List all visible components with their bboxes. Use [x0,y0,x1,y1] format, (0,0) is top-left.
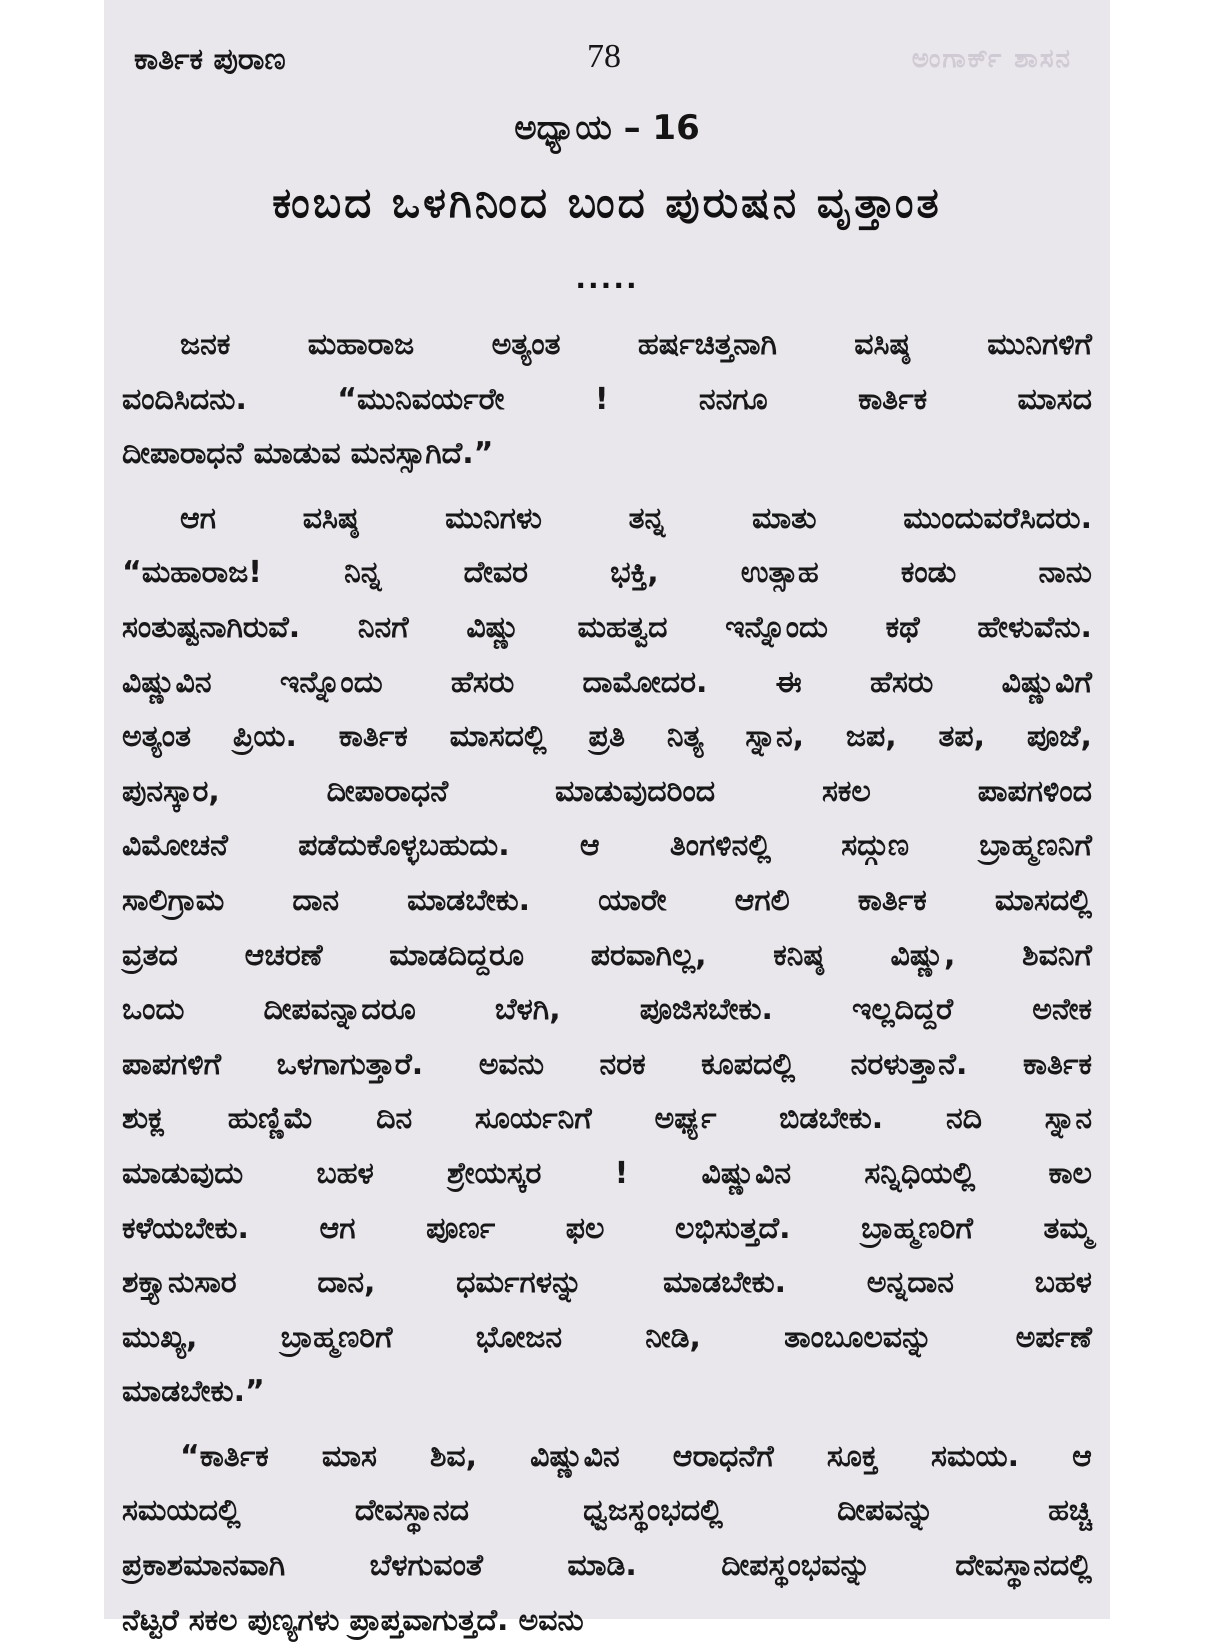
text-line [122,1594,1092,1648]
word: ಕನಿಷ್ಠ [773,937,824,973]
word: ಹೆಸರು [450,664,515,700]
word: ಪೂಜಿಸಬೇಕು. [639,992,773,1028]
word: ಆರಾಧನೆಗೆ [672,1438,774,1474]
word: ಸನ್ನಿಧಿಯಲ್ಲಿ [864,1155,976,1191]
word: ಹೇಳುವೆನು. [977,609,1092,645]
word: ಮುಂದುವರೆಸಿದರು. [903,500,1092,536]
word: ದಾನ [292,882,340,918]
word: “ಕಾರ್ತಿಕ [180,1438,269,1474]
text-line [122,1147,1092,1202]
word: ಬೆಳಗಿ, [494,992,561,1028]
word: ವ್ರತದ [122,937,178,973]
word: ಆಗ [319,1210,356,1246]
word: ಶಿವ, [429,1438,478,1474]
word: ವಸಿಷ್ಠ [854,327,910,362]
text-line [122,929,1092,984]
word: ಸ್ನಾನ [1044,1101,1092,1137]
word: ಸಮಯ. [931,1438,1020,1474]
word: ಮುನಿಗಳು [445,500,542,536]
word: ವಿಷ್ಣು, [890,937,956,973]
word: ಅವನು [478,1046,544,1082]
word: ತಪ, [938,719,986,755]
word: ಕಾಲ [1048,1155,1092,1191]
word: ಮಾಸದಲ್ಲಿ [449,719,547,755]
word: ಕಾರ್ತಿಕ [857,882,927,918]
word: ಇಲ್ಲದಿದ್ದರೆ [852,992,954,1028]
word: ಹುಣ್ಣಿಮೆ [227,1101,314,1137]
text-line [122,492,1092,547]
word: ಪುನಸ್ಕಾರ, [122,773,220,809]
word: ಧರ್ಮಗಳನ್ನು [456,1265,583,1301]
word: ಶುಕ್ಲ [122,1101,166,1137]
word: ದೇವರ [463,555,528,591]
word: ಜನಕ [180,327,231,362]
word: ದೀಪವನ್ನಾದರೂ [263,992,416,1028]
chapter-label: ಅಧ್ಯಾಯ – 16 [514,108,700,148]
text-line [122,1256,1092,1311]
word: ಆ [579,828,600,864]
word: ಅನೇಕ [1032,992,1092,1028]
word: ದೀಪಾರಾಧನೆ [122,436,244,472]
text-line [122,1539,1092,1594]
word: ನಿನಗೆ [357,609,409,645]
word: ಸಕಲ [821,773,871,809]
word: ದಾನ, [317,1265,376,1301]
chapter-title: ಕಂಬದ ಒಳಗಿನಿಂದ ಬಂದ ಪುರುಷನ ವೃತ್ತಾಂತ [272,178,942,227]
word: ಶಕ್ತ್ಯಾನುಸಾರ [122,1265,237,1301]
word: ಅರ್ಪಣೆ [1015,1319,1092,1355]
word: ಇನ್ನೊಂದು [279,664,383,700]
word: ಕಳೆಯಬೇಕು. [122,1210,249,1246]
text-line [122,656,1092,711]
word: ಮಾಡಬೇಕು.” [122,1374,265,1410]
word: ಕಂಡು [900,555,957,591]
word: ವಿಷ್ಣುವಿನ [530,1438,620,1474]
word: ಅರ್ಘ್ಯ [654,1101,717,1137]
word: “ಮಹಾರಾಜ! [122,555,262,591]
word: ಪ್ರಾಪ್ತವಾಗುತ್ತದೆ. [349,1602,509,1638]
word: ದೀಪಸ್ಥಂಭವನ್ನು [721,1548,871,1584]
word: ! [594,381,609,417]
word: ಆ [1072,1438,1092,1474]
word: ಅತ್ಯಂತ [491,327,561,362]
word: ಸಾಲಿಗ್ರಾಮ [122,882,225,918]
text-line [122,1311,1092,1366]
word: ದೇವಸ್ಥಾನದ [354,1493,469,1529]
word: ಮಾಡುವುದು [122,1155,244,1191]
text-line [122,819,1092,874]
word: ಪ್ರತಿ [588,719,625,755]
word: ಪರವಾಗಿಲ್ಲ, [590,937,707,973]
word: ವಿಷ್ಣು [466,609,520,645]
word: ತನ್ನ [628,500,666,536]
word: ಪಾಪಗಳಿಗೆ [122,1046,222,1082]
text-line [122,546,1092,601]
text-line [122,1202,1092,1257]
word: ಬಹಳ [1034,1265,1092,1301]
word: ಕಾರ್ತಿಕ [1022,1046,1092,1082]
word: ದೀಪವನ್ನು [837,1493,934,1529]
word: ತಾಂಬೂಲವನ್ನು [784,1319,933,1355]
text-line [122,1092,1092,1147]
word: ವಿಷ್ಣುವಿನ [122,664,212,700]
word: ಬಹಳ [316,1155,374,1191]
text-line [122,1430,1092,1485]
word: ದೀಪಾರಾಧನೆ [326,773,449,809]
word: ಮಾತು [751,500,817,536]
word: ಬ್ರಾಹ್ಮಣನಿಗೆ [979,828,1092,864]
word: ಮಾಸದ [1017,381,1092,417]
word: ನೀಡಿ, [645,1319,701,1355]
word: ಬೆಳಗುವಂತೆ [369,1548,483,1584]
word: ತಮ್ಮ [1043,1210,1092,1246]
running-title: ಕಾರ್ತಿಕ ಪುರಾಣ [134,42,286,77]
word: ನೆಟ್ಟರೆ [122,1602,179,1638]
word: ಪ್ರಕಾಶಮಾನವಾಗಿ [122,1548,286,1584]
word: ಅವನು [518,1602,584,1638]
word: “ಮುನಿವರ್ಯರೇ [337,381,505,417]
word: ನಾನು [1038,555,1092,591]
word: ಹರ್ಷಚಿತ್ತನಾಗಿ [637,327,777,362]
word: ನದಿ [945,1101,983,1137]
text-line [122,373,1092,428]
word: ಪೂಜೆ, [1026,719,1092,755]
word: ನರಳುತ್ತಾನೆ. [850,1046,968,1082]
text-line [122,1365,1092,1420]
word: ಭಕ್ತಿ, [610,555,659,591]
word: ಈ [775,664,802,700]
word: ಸ್ನಾನ, [745,719,805,755]
word: ಯಾರೇ [598,882,667,918]
text-line [122,983,1092,1038]
word: ಉತ್ಸಾಹ [740,555,819,591]
text-line [122,318,1092,373]
word: ನಿತ್ಯ [666,719,704,755]
word: ಮಾಸದಲ್ಲಿ [994,882,1092,918]
word: ಒಳಗಾಗುತ್ತಾರೆ. [276,1046,424,1082]
word: ಫಲ [565,1210,605,1246]
word: ಮುಖ್ಯ, [122,1319,198,1355]
word: ಕಾರ್ತಿಕ [858,381,928,417]
word: ಬಿಡಬೇಕು. [779,1101,884,1137]
word: ಮಾಡಬೇಕು. [663,1265,787,1301]
text-line [122,427,1092,482]
word: ನರಕ [599,1046,646,1082]
text-line [122,1038,1092,1093]
word: ಲಭಿಸುತ್ತದೆ. [675,1210,791,1246]
section-separator: ..... [575,262,639,295]
word: ಕೂಪದಲ್ಲಿ [701,1046,796,1082]
word: ಬ್ರಾಹ್ಮಣರಿಗೆ [280,1319,393,1355]
word: ಪಡೆದುಕೊಳ್ಳಬಹುದು. [298,828,510,864]
word: ಕಥೆ [885,609,920,645]
word: ಕಾರ್ತಿಕ [338,719,408,755]
word: ಹಚ್ಚಿ [1048,1493,1092,1529]
word: ಹೆಸರು [870,664,934,700]
word: ಸಮಯದಲ್ಲಿ [122,1493,241,1529]
word: ಸೂರ್ಯನಿಗೆ [474,1101,592,1137]
word: ಆಗಲಿ [734,882,790,918]
word: ಸದ್ಗುಣ [841,828,910,864]
word: ನಿನ್ನ [344,555,382,591]
word: ಮಾಡದಿದ್ದರೂ [389,937,525,973]
word: ಪುಣ್ಯಗಳು [247,1602,340,1638]
word: ಮಹಾರಾಜ [307,327,415,362]
word: ಮಹತ್ವದ [577,609,668,645]
word: ನನಗೂ [698,381,768,417]
word: ವಿಮೋಚನೆ [122,828,228,864]
text-line [122,1484,1092,1539]
word: ಸೂಕ್ತ [826,1438,878,1474]
text-line [122,710,1092,765]
word: ಸಕಲ [188,1602,238,1638]
word: ಮಾಡಬೇಕು. [407,882,531,918]
word: ಮನಸ್ಸಾಗಿದೆ.” [350,436,494,472]
page-number: 78 [587,38,621,75]
word: ಸಂತುಷ್ಟನಾಗಿರುವೆ. [122,609,301,645]
text-line [122,874,1092,929]
word: ಪ್ರಿಯ. [232,719,297,755]
word: ತಿಂಗಳಿನಲ್ಲಿ [669,828,772,864]
bleed-through-text: ಅಂಗಾರ್ಕ್ ಶಾಸನ [911,44,1072,74]
word: ಅತ್ಯಂತ [122,719,191,755]
word: ಇನ್ನೊಂದು [725,609,828,645]
word: ಅನ್ನದಾನ [866,1265,954,1301]
body-text [122,318,1092,1648]
word: ಮುನಿಗಳಿಗೆ [987,327,1092,362]
word: ವಂದಿಸಿದನು. [122,381,247,417]
book-page [104,0,1110,1638]
word: ಆಗ [180,500,217,536]
text-line [122,601,1092,656]
word: ಮಾಡುವ [253,436,341,472]
page-header [134,38,1074,88]
word: ಶಿವನಿಗೆ [1022,937,1092,973]
word: ವಿಷ್ಣುವಿಗೆ [1001,664,1092,700]
text-line [122,765,1092,820]
word: ದಿನ [376,1101,413,1137]
word: ಪೂರ್ಣ [426,1210,496,1246]
word: ಆಚರಣೆ [244,937,323,973]
word: ಧ್ವಜಸ್ಥಂಭದಲ್ಲಿ [583,1493,723,1529]
word: ದಾಮೋದರ. [582,664,708,700]
word: ಮಾಡುವುದರಿಂದ [555,773,716,809]
word: ಪಾಪಗಳಿಂದ [977,773,1092,809]
word: ಮಾಡಿ. [567,1548,637,1584]
word: ಮಾಸ [321,1438,377,1474]
word: ಜಪ, [845,719,897,755]
word: ಬ್ರಾಹ್ಮಣರಿಗೆ [861,1210,973,1246]
word: ಭೋಜನ [475,1319,563,1355]
word: ವಿಷ್ಣುವಿನ [701,1155,792,1191]
word: ದೇವಸ್ಥಾನದಲ್ಲಿ [955,1548,1092,1584]
word: ಶ್ರೇಯಸ್ಕರ [447,1155,542,1191]
word: ಒಂದು [122,992,185,1028]
word: ವಸಿಷ್ಠ [302,500,359,536]
word: ! [614,1155,629,1191]
